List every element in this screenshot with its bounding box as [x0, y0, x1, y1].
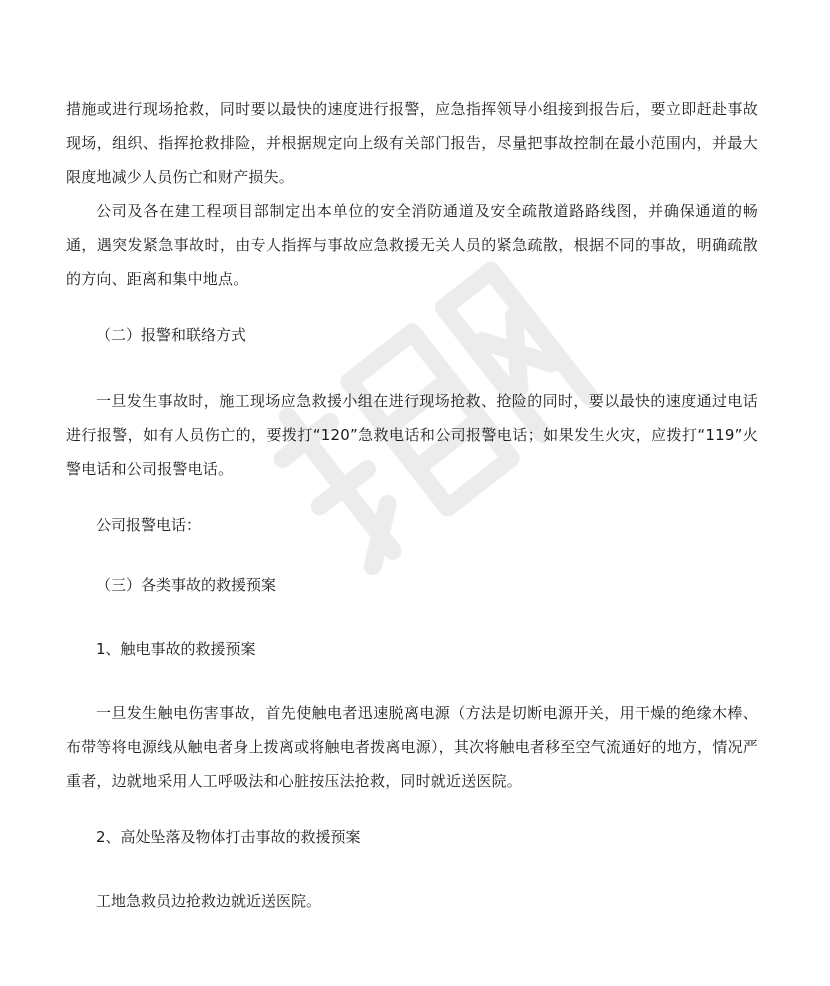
paragraph-alarm-procedure: 一旦发生事故时，施工现场应急救援小组在进行现场抢救、抢险的同时，要以最快的速度通过电话进行报警，如有人员伤亡的，要拨打“120”急救电话和公司报警电话；如果发生火灾，应拨打“119”火警电话和公司报警电话。	[66, 392, 758, 478]
paragraph-emergency-response: 措施或进行现场抢救，同时要以最快的速度进行报警，应急指挥领导小组接到报告后，要立即赶赴事故现场，组织、指挥抢救排险，并根据规定向上级有关部门报告，尽量把事故控制在最小范围内，并最大限度地减少人员伤亡和财产损失。	[66, 100, 758, 186]
heading-rescue-plans: （三）各类事故的救援预案	[96, 576, 277, 594]
heading-fall-strike: 2、高处坠落及物体打击事故的救援预案	[96, 828, 361, 846]
paragraph-fall-strike-plan: 工地急救员边抢救边就近送医院。	[96, 892, 322, 910]
paragraph-company-phone: 公司报警电话：	[96, 516, 202, 534]
paragraph-electric-shock-plan: 一旦发生触电伤害事故，首先使触电者迅速脱离电源（方法是切断电源开关，用干燥的绝缘木棒、布带等将电源线从触电者身上拨离或将触电者拨离电源），其次将触电者移至空气流通好的地方，情况严重者，边就地采用人工呼吸法和心脏按压法抢救，同时就近送医院。	[66, 704, 758, 790]
heading-electric-shock: 1、触电事故的救援预案	[96, 640, 256, 658]
heading-alarm-contact: （二）报警和联络方式	[96, 326, 247, 344]
paragraph-evacuation-route: 公司及各在建工程项目部制定出本单位的安全消防通道及安全疏散道路路线图，并确保通道的畅通，遇突发紧急事故时，由专人指挥与事故应急救援无关人员的紧急疏散，根据不同的事故，明确疏散的方向、距离和集中地点。	[66, 202, 758, 288]
